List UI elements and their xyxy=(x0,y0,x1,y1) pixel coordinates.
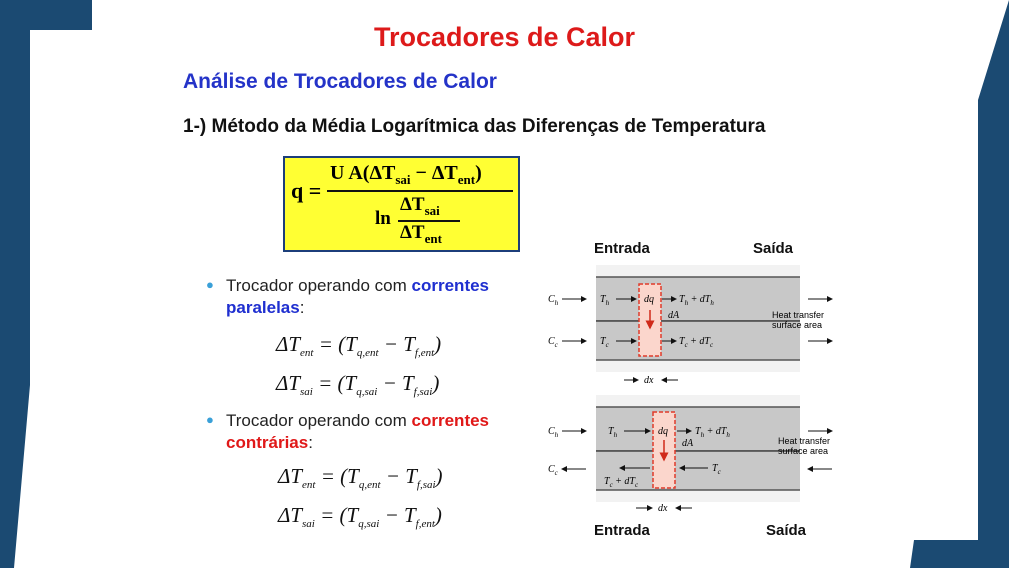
counter-eq-sai: $\Delta T_{sai} = (T_{q,sai} - T_{f,ent})$ xyxy=(278,503,442,531)
svg-text:surface area: surface area xyxy=(778,446,829,456)
formula-fraction-line xyxy=(327,190,513,192)
svg-text:Th: $T_h$ xyxy=(608,426,618,439)
svg-text:dx: dx xyxy=(644,375,654,386)
svg-text:Cc: $C_c$ xyxy=(548,336,558,349)
svg-text:Tc: $T_c$ xyxy=(600,336,609,349)
formula-inner-top: $\Delta T_{sai}$ xyxy=(400,194,440,218)
svg-text:Th: $T_h$ xyxy=(600,294,610,307)
svg-text:Ch: $C_h$ xyxy=(548,426,559,439)
top-insulation-band xyxy=(596,395,800,407)
parallel-flow-diagram xyxy=(540,262,850,392)
parallel-eq-ent: $\Delta T_{ent} = (T_{q,ent} - T_{f,ent})$ xyxy=(276,332,442,360)
svg-text:Tc: $T_c$ xyxy=(712,463,721,476)
svg-text:Tc + dTc: $T_c + dT_c$ xyxy=(604,476,639,489)
formula-inner-bottom: $\Delta T_{ent}$ xyxy=(400,222,442,246)
diagram-top-saida-label: Saída xyxy=(753,240,794,257)
svg-text:Th + dTh: $T_h + dT_h$ xyxy=(695,426,730,439)
formula-numerator: U $A(\Delta T_{sai} - \Delta T_{ent})$ xyxy=(330,162,482,187)
page-title: Trocadores de Calor xyxy=(373,22,636,52)
svg-text:surface area: surface area xyxy=(772,320,823,330)
svg-text:dA: dA xyxy=(668,310,680,321)
svg-text:dx: dx xyxy=(658,503,668,514)
svg-text:Cc: $C_c$ xyxy=(548,464,558,477)
section-subtitle: Análise de Trocadores de Calor xyxy=(183,70,497,93)
formula-q: q = xyxy=(291,178,322,203)
diagram-top-entrada-label: Entrada xyxy=(594,240,650,257)
bottom-insulation-band xyxy=(596,360,800,372)
top-insulation-band xyxy=(596,265,800,277)
lmtd-formula-box xyxy=(283,156,520,252)
parallel-eq-sai: $\Delta T_{sai} = (T_{q,sai} - T_{f,sai})$ xyxy=(276,371,440,399)
diagram-bottom-entrada-label: Entrada xyxy=(594,522,650,539)
svg-text:Heat transfer: Heat transfer xyxy=(778,436,831,446)
frame-right-bar xyxy=(910,0,1009,568)
formula-ln: ln xyxy=(375,208,391,229)
svg-text:Tc + dTc: $T_c + dT_c$ xyxy=(679,336,714,349)
bottom-insulation-band xyxy=(596,490,800,502)
svg-text:dq: dq xyxy=(644,294,654,305)
counter-flow-text: Trocador operando com correntes contrárias: xyxy=(226,411,490,452)
parallel-flow-text: Trocador operando com correntes paralelas: xyxy=(226,276,490,317)
method-heading: 1-) Método da Média Logarítmica das Diferenças de Temperatura xyxy=(183,116,766,137)
bullet-dot-icon: ● xyxy=(206,277,214,292)
frame-left-bar xyxy=(0,0,92,568)
svg-text:Th + dTh: $T_h + dT_h$ xyxy=(679,294,714,307)
svg-text:dA: dA xyxy=(682,438,694,449)
svg-text:dq: dq xyxy=(658,426,668,437)
svg-text:Ch: $C_h$ xyxy=(548,294,559,307)
diagram-bottom-saida-label: Saída xyxy=(766,522,807,539)
svg-text:Heat transfer: Heat transfer xyxy=(772,310,825,320)
counter-eq-ent: $\Delta T_{ent} = (T_{q,ent} - T_{f,sai})$ xyxy=(278,464,443,492)
bullet-dot-icon: ● xyxy=(206,412,214,427)
counter-flow-diagram xyxy=(540,392,850,520)
